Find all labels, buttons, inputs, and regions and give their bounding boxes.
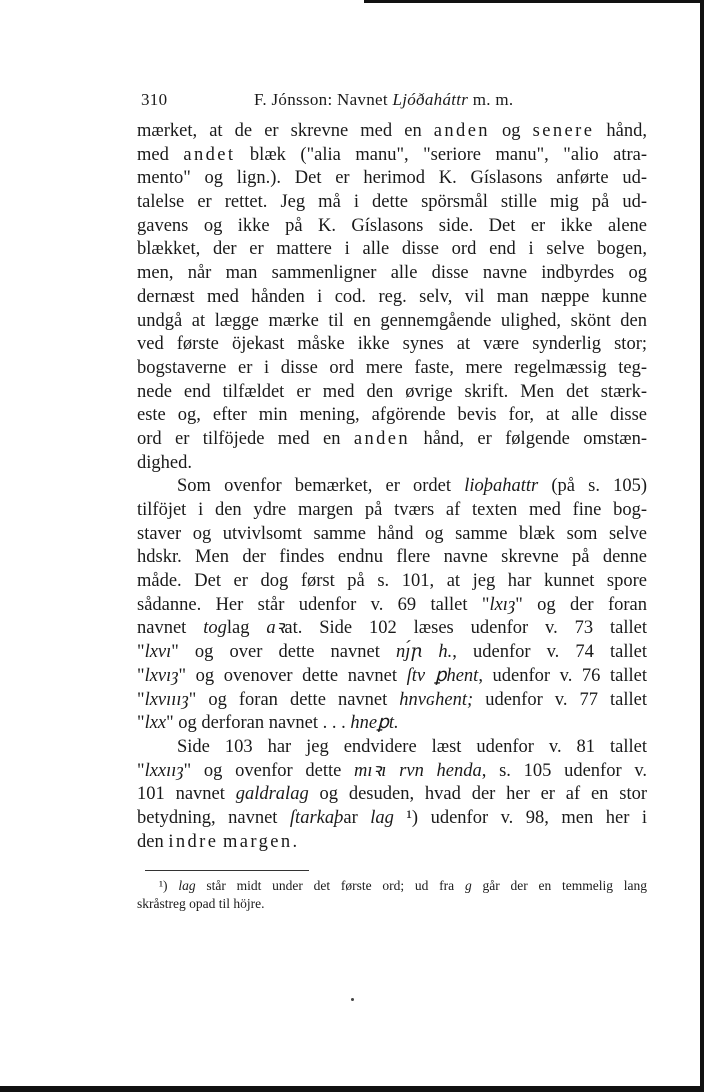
body-text	[137, 120, 647, 854]
text-run: den	[137, 831, 169, 852]
text-line	[137, 167, 647, 191]
text-run: talelse er rettet. Jeg må i dette spörsmål stille mig på ud-	[137, 192, 647, 213]
text-run: betydning, navnet	[137, 807, 290, 828]
text-line	[137, 144, 647, 168]
spaced-text: anden	[353, 428, 411, 449]
italic-text: lioþahattr	[464, 476, 539, 497]
text-run: " og ovenfor dette	[183, 760, 355, 781]
italic-text: lxx	[144, 713, 167, 734]
text-run: ved første öjekast måske ikke synes at være synderlig stor;	[137, 334, 647, 355]
text-run: este og, efter min mening, afgörende bevis for, at alle disse	[137, 405, 647, 426]
italic-text: aꝛ	[266, 618, 285, 639]
text-run: bogstaverne er i disse ord mere faste, mere regelmæssig teg-	[137, 357, 647, 378]
text-line	[137, 262, 647, 286]
text-line	[137, 357, 647, 381]
scan-edge-bottom	[0, 1086, 704, 1092]
text-run: lag	[226, 618, 267, 639]
italic-text: lxvı	[144, 642, 172, 663]
footnote-rule	[145, 870, 309, 871]
text-run: ar	[343, 807, 371, 828]
text-line	[137, 286, 647, 310]
text-run: men, når man sammenligner alle disse navne indbyrdes og	[137, 263, 647, 284]
scan-edge-top-shadow	[364, 0, 704, 3]
italic-text: lxıȝ	[489, 594, 516, 615]
italic-text: lag	[370, 807, 394, 828]
text-line	[137, 783, 647, 807]
text-line	[137, 641, 647, 665]
text-run: navnet	[137, 618, 204, 639]
text-run: " og derforan navnet . . .	[166, 713, 351, 734]
text-run: mento" og lign.). Det er herimod K. Gíslasons anførte ud-	[137, 168, 647, 189]
text-line	[137, 689, 647, 713]
scan-edge-right	[700, 0, 704, 1092]
running-header	[137, 90, 647, 116]
italic-text: g	[464, 878, 472, 894]
text-line	[137, 523, 647, 547]
text-run: blæk ("alia manu", "seriore manu", "alio atra-	[235, 144, 647, 165]
text-run: hånd,	[594, 121, 647, 141]
text-run: blækket, der er mattere i alle disse ord end i selve bogen,	[137, 239, 647, 260]
italic-text: hnvɢhent;	[399, 689, 474, 710]
italic-text: mıꝛı rvn henda	[354, 760, 482, 781]
text-run: "	[137, 713, 145, 734]
text-line	[137, 215, 647, 239]
text-run: dighed.	[137, 452, 192, 473]
italic-text: tog	[203, 618, 227, 639]
text-line	[137, 736, 647, 760]
text-run: " og foran dette navnet	[188, 689, 400, 710]
text-line	[137, 570, 647, 594]
italic-text: lxvıııȝ	[144, 689, 189, 710]
text-run: udenfor v. 77 tallet	[473, 689, 647, 710]
italic-text: lxvıȝ	[144, 665, 179, 686]
text-line	[137, 310, 647, 334]
text-run: Som ovenfor bemærket, er ordet	[177, 476, 465, 497]
text-line	[137, 546, 647, 570]
text-line	[137, 404, 647, 428]
footnote	[137, 877, 647, 913]
footnote-line	[137, 895, 647, 913]
text-run: (på s. 105)	[538, 476, 648, 497]
running-head-prefix: F. Jónsson: Navnet	[254, 90, 393, 109]
text-line	[137, 712, 647, 736]
text-run: "	[137, 760, 145, 781]
italic-text: ſtarkaþ	[289, 807, 344, 828]
italic-text: hneꝑt.	[350, 713, 399, 734]
italic-text: galdralag	[235, 784, 309, 805]
text-line	[137, 452, 647, 476]
text-run: hdskr. Men der findes endnu flere navne skrevne på denne	[137, 547, 647, 568]
text-run: skråstreg opad til höjre.	[137, 896, 265, 912]
text-run: hånd, er følgende omstæn-	[410, 428, 647, 449]
footnote-line	[137, 877, 647, 895]
text-run: ¹)	[159, 878, 179, 894]
text-line	[137, 807, 647, 831]
italic-text: ſtv ꝑhent	[406, 665, 479, 686]
text-run: at. Side 102 læses udenfor v. 73 tallet	[284, 618, 647, 639]
text-line	[137, 617, 647, 641]
text-line	[137, 428, 647, 452]
text-run: og	[489, 121, 533, 141]
text-run: " og over dette navnet	[171, 642, 396, 663]
text-run: nede end tilfældet er med den øvrige skrift. Men det stærk-	[137, 381, 647, 402]
italic-text: nȷ́ꞃ h.	[395, 642, 453, 663]
text-run: med	[137, 144, 184, 165]
text-run: sådanne. Her står udenfor v. 69 tallet "	[137, 594, 490, 615]
text-run: mærket, at de er skrevne med en	[137, 121, 434, 141]
text-line	[137, 333, 647, 357]
text-run: står midt under det første ord; ud fra	[195, 878, 465, 894]
text-run: staver og utvivlsomt samme hånd og samme blæk som selve	[137, 523, 647, 544]
italic-text: lxxııȝ	[144, 760, 184, 781]
text-run: .	[292, 831, 298, 852]
text-run: ord er tilföjede med en	[137, 428, 354, 449]
text-line	[137, 191, 647, 215]
text-run: dernæst med hånden i cod. reg. selv, vil man næppe kunne	[137, 286, 647, 307]
italic-text: lag	[178, 878, 196, 894]
text-run: " og ovenover dette navnet	[178, 665, 407, 686]
spaced-text: andet	[183, 144, 236, 165]
text-run: tilföjet i den ydre margen på tværs af texten med fine bog-	[137, 500, 647, 520]
text-line	[137, 238, 647, 262]
text-run: , s. 105 udenfor v.	[481, 760, 648, 781]
text-run: går der en temmelig lang	[471, 878, 647, 894]
text-line	[137, 594, 647, 618]
text-run: undgå at lægge mærke til en gennemgående ulighed, skönt den	[137, 310, 647, 331]
spaced-text: indre	[168, 831, 219, 852]
text-line	[137, 665, 647, 689]
text-run: Side 103 har jeg endvidere læst udenfor v. 81 tallet	[177, 736, 647, 757]
text-line	[137, 831, 647, 855]
text-run: gavens og ikke på K. Gíslasons side. Det er ikke alene	[137, 215, 647, 236]
spaced-text: senere	[532, 121, 595, 141]
text-line	[137, 120, 647, 144]
running-head-suffix: m. m.	[468, 90, 514, 109]
text-run: , udenfor v. 74 tallet	[452, 642, 647, 663]
text-line	[137, 760, 647, 784]
page-number: 310	[141, 90, 168, 109]
text-run: " og der foran	[515, 594, 647, 615]
running-head-italic: Ljóðaháttr	[392, 90, 469, 109]
text-line	[137, 499, 647, 523]
text-run: 101 navnet	[137, 784, 236, 805]
text-run: "	[137, 689, 145, 710]
text-run: , udenfor v. 76 tallet	[478, 665, 647, 686]
text-run: måde. Det er dog først på s. 101, at jeg har kunnet spore	[137, 571, 647, 592]
page-speck	[351, 998, 354, 1001]
book-page	[137, 90, 647, 913]
text-line	[137, 381, 647, 405]
text-run: "	[137, 642, 145, 663]
text-run: "	[137, 665, 145, 686]
spaced-text: anden	[433, 121, 490, 141]
scan-edge-top	[0, 0, 704, 6]
spaced-text: margen	[222, 831, 293, 852]
text-run: og desuden, hvad der her er af en stor	[308, 784, 647, 805]
text-line	[137, 475, 647, 499]
running-head	[254, 90, 513, 110]
text-run: ¹) udenfor v. 98, men her i	[393, 807, 647, 828]
